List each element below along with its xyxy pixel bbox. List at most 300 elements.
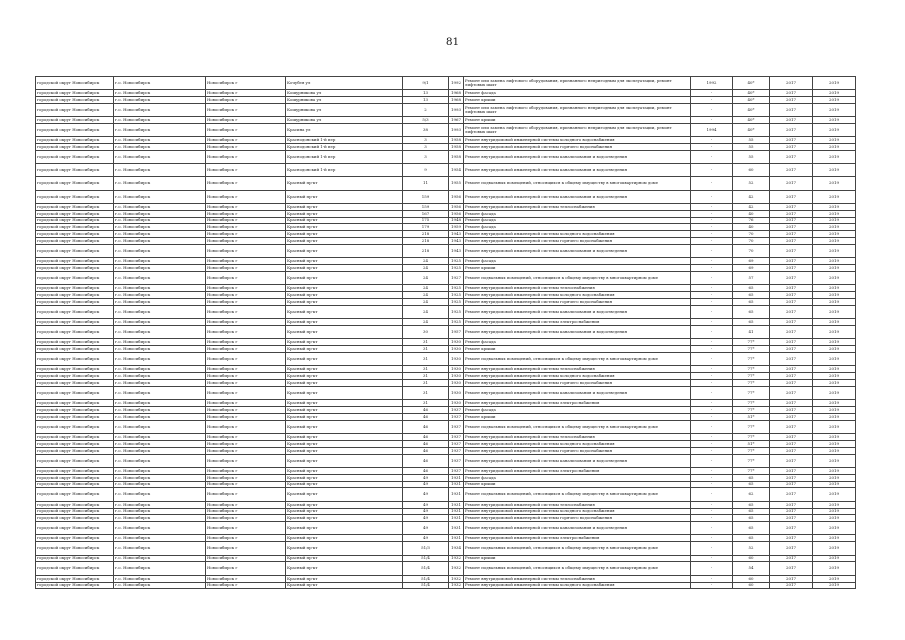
- work-type-cell: Ремонт внутридомовой инженерной системы электроснабжения: [464, 319, 691, 326]
- city-cell: Новосибирск г: [206, 515, 286, 522]
- lift-year-cell: -: [691, 535, 733, 542]
- work-type-cell: Ремонт внутридомовой инженерной системы канализования и водоотведения: [464, 326, 691, 339]
- end-year-cell: 2019: [813, 326, 856, 339]
- lift-year-cell: -: [691, 231, 733, 238]
- wear-percent-cell: 52: [733, 177, 770, 190]
- street-cell: Красный пр-кт: [286, 231, 403, 238]
- end-year-cell: 2019: [813, 203, 856, 210]
- start-year-cell: 2017: [770, 292, 813, 299]
- start-year-cell: 2017: [770, 151, 813, 164]
- municipality-cell: городской округ Новосибирск: [36, 77, 114, 90]
- start-year-cell: 2017: [770, 124, 813, 137]
- table-row: [36, 177, 856, 190]
- house-number-cell: 49: [403, 488, 449, 501]
- end-year-cell: 2019: [813, 555, 856, 562]
- work-type-cell: Ремонт фасада: [464, 210, 691, 217]
- end-year-cell: 2019: [813, 339, 856, 346]
- work-type-cell: Ремонт крыши: [464, 555, 691, 562]
- municipality-cell: городской округ Новосибирск: [36, 346, 114, 353]
- district-cell: г.о. Новосибирск: [114, 90, 206, 97]
- municipality-cell: городской округ Новосибирск: [36, 103, 114, 116]
- work-type-cell: Ремонт фасада: [464, 474, 691, 481]
- end-year-cell: 2019: [813, 582, 856, 589]
- end-year-cell: 2019: [813, 481, 856, 488]
- city-cell: Новосибирск г: [206, 292, 286, 299]
- build-year-cell: 1943: [449, 231, 464, 238]
- wear-percent-cell: 62: [733, 488, 770, 501]
- house-number-cell: 218: [403, 238, 449, 245]
- wear-percent-cell: 65: [733, 299, 770, 306]
- work-type-cell: Ремонт внутридомовой инженерной системы канализования и водоотведения: [464, 190, 691, 203]
- municipality-cell: городской округ Новосибирск: [36, 488, 114, 501]
- build-year-cell: 1958: [449, 137, 464, 144]
- lift-year-cell: -: [691, 299, 733, 306]
- district-cell: г.о. Новосибирск: [114, 346, 206, 353]
- wear-percent-cell: 60: [733, 555, 770, 562]
- work-type-cell: Ремонт внутридомовой инженерной системы холодного водоснабжения: [464, 582, 691, 589]
- street-cell: Красный пр-кт: [286, 326, 403, 339]
- wear-percent-cell: 40: [733, 224, 770, 231]
- start-year-cell: 2017: [770, 515, 813, 522]
- municipality-cell: городской округ Новосибирск: [36, 299, 114, 306]
- work-type-cell: Ремонт внутридомовой инженерной системы теплоснабжения: [464, 575, 691, 582]
- end-year-cell: 2019: [813, 90, 856, 97]
- district-cell: г.о. Новосибирск: [114, 400, 206, 407]
- district-cell: г.о. Новосибирск: [114, 137, 206, 144]
- work-type-cell: Ремонт крыши: [464, 97, 691, 104]
- wear-percent-cell: 65: [733, 285, 770, 292]
- build-year-cell: 1931: [449, 508, 464, 515]
- municipality-cell: городской округ Новосибирск: [36, 352, 114, 365]
- city-cell: Новосибирск г: [206, 326, 286, 339]
- wear-percent-cell: 40*: [733, 90, 770, 97]
- district-cell: г.о. Новосибирск: [114, 535, 206, 542]
- build-year-cell: 1956: [449, 190, 464, 203]
- house-number-cell: 24: [403, 258, 449, 265]
- city-cell: Новосибирск г: [206, 258, 286, 265]
- city-cell: Новосибирск г: [206, 379, 286, 386]
- build-year-cell: 1937: [449, 433, 464, 440]
- city-cell: Новосибирск г: [206, 575, 286, 582]
- district-cell: г.о. Новосибирск: [114, 406, 206, 413]
- table-row: [36, 137, 856, 144]
- table-row: [36, 90, 856, 97]
- work-type-cell: Ремонт внутридомовой инженерной системы электроснабжения: [464, 535, 691, 542]
- municipality-cell: городской округ Новосибирск: [36, 285, 114, 292]
- lift-year-cell: -: [691, 508, 733, 515]
- table-row: [36, 562, 856, 575]
- end-year-cell: 2019: [813, 433, 856, 440]
- table-row: [36, 190, 856, 203]
- house-number-cell: 24: [403, 305, 449, 318]
- work-type-cell: Ремонт фасада: [464, 90, 691, 97]
- lift-year-cell: -: [691, 542, 733, 555]
- table-row: [36, 386, 856, 399]
- end-year-cell: 2019: [813, 137, 856, 144]
- start-year-cell: 2017: [770, 542, 813, 555]
- start-year-cell: 2017: [770, 379, 813, 386]
- build-year-cell: 1993: [449, 124, 464, 137]
- start-year-cell: 2017: [770, 474, 813, 481]
- start-year-cell: 2017: [770, 258, 813, 265]
- work-type-cell: Ремонт или замена лифтового оборудования, признанного непригодным для эксплуатации, ремонт лифтовых шахт: [464, 103, 691, 116]
- district-cell: г.о. Новосибирск: [114, 224, 206, 231]
- end-year-cell: 2019: [813, 562, 856, 575]
- table-row: [36, 379, 856, 386]
- lift-year-cell: -: [691, 454, 733, 467]
- house-number-cell: 24: [403, 265, 449, 272]
- start-year-cell: 2017: [770, 535, 813, 542]
- start-year-cell: 2017: [770, 285, 813, 292]
- lift-year-cell: -: [691, 400, 733, 407]
- table-row: [36, 77, 856, 90]
- lift-year-cell: -: [691, 467, 733, 474]
- work-type-cell: Ремонт внутридомовой инженерной системы холодного водоснабжения: [464, 137, 691, 144]
- start-year-cell: 2017: [770, 224, 813, 231]
- municipality-cell: городской округ Новосибирск: [36, 238, 114, 245]
- lift-year-cell: -: [691, 319, 733, 326]
- street-cell: Красный пр-кт: [286, 299, 403, 306]
- lift-year-cell: -: [691, 245, 733, 258]
- house-number-cell: 24: [403, 319, 449, 326]
- end-year-cell: 2019: [813, 319, 856, 326]
- start-year-cell: 2017: [770, 508, 813, 515]
- lift-year-cell: -: [691, 413, 733, 420]
- start-year-cell: 2017: [770, 582, 813, 589]
- table-row: [36, 555, 856, 562]
- build-year-cell: 1930: [449, 346, 464, 353]
- lift-year-cell: -: [691, 265, 733, 272]
- wear-percent-cell: 77*: [733, 386, 770, 399]
- street-cell: Кошурникова ул: [286, 117, 403, 124]
- build-year-cell: 1937: [449, 440, 464, 447]
- start-year-cell: 2017: [770, 481, 813, 488]
- build-year-cell: 1955: [449, 177, 464, 190]
- lift-year-cell: -: [691, 575, 733, 582]
- lift-year-cell: -: [691, 515, 733, 522]
- municipality-cell: городской округ Новосибирск: [36, 433, 114, 440]
- build-year-cell: 1932: [449, 575, 464, 582]
- street-cell: Красный пр-кт: [286, 265, 403, 272]
- end-year-cell: 2019: [813, 177, 856, 190]
- district-cell: г.о. Новосибирск: [114, 231, 206, 238]
- work-type-cell: Ремонт внутридомовой инженерной системы канализования и водоотведения: [464, 245, 691, 258]
- start-year-cell: 2017: [770, 305, 813, 318]
- street-cell: Красный пр-кт: [286, 258, 403, 265]
- work-type-cell: Ремонт внутридомовой инженерной системы канализования и водоотведения: [464, 164, 691, 177]
- start-year-cell: 2017: [770, 137, 813, 144]
- start-year-cell: 2017: [770, 238, 813, 245]
- house-number-cell: 46: [403, 433, 449, 440]
- city-cell: Новосибирск г: [206, 433, 286, 440]
- district-cell: г.о. Новосибирск: [114, 474, 206, 481]
- street-cell: Краснодонский 1-й пер: [286, 164, 403, 177]
- start-year-cell: 2017: [770, 272, 813, 285]
- house-number-cell: 46: [403, 420, 449, 433]
- district-cell: г.о. Новосибирск: [114, 319, 206, 326]
- lift-year-cell: -: [691, 488, 733, 501]
- end-year-cell: 2019: [813, 501, 856, 508]
- wear-percent-cell: 77*: [733, 400, 770, 407]
- table-row: [36, 265, 856, 272]
- municipality-cell: городской округ Новосибирск: [36, 292, 114, 299]
- table-row: [36, 474, 856, 481]
- district-cell: г.о. Новосибирск: [114, 373, 206, 380]
- end-year-cell: 2019: [813, 515, 856, 522]
- city-cell: Новосибирск г: [206, 542, 286, 555]
- house-number-cell: 3: [403, 137, 449, 144]
- work-type-cell: Ремонт внутридомовой инженерной системы электроснабжения: [464, 467, 691, 474]
- work-type-cell: Ремонт фасада: [464, 406, 691, 413]
- work-type-cell: Ремонт крыши: [464, 481, 691, 488]
- work-type-cell: Ремонт внутридомовой инженерной системы холодного водоснабжения: [464, 231, 691, 238]
- end-year-cell: 2019: [813, 210, 856, 217]
- house-number-cell: 179: [403, 224, 449, 231]
- wear-percent-cell: 65: [733, 319, 770, 326]
- wear-percent-cell: 69: [733, 258, 770, 265]
- house-number-cell: 31: [403, 386, 449, 399]
- table-row: [36, 164, 856, 177]
- work-type-cell: Ремонт внутридомовой инженерной системы теплоснабжения: [464, 501, 691, 508]
- wear-percent-cell: 77*: [733, 454, 770, 467]
- city-cell: Новосибирск г: [206, 319, 286, 326]
- end-year-cell: 2019: [813, 164, 856, 177]
- wear-percent-cell: 54: [733, 562, 770, 575]
- district-cell: г.о. Новосибирск: [114, 440, 206, 447]
- district-cell: г.о. Новосибирск: [114, 433, 206, 440]
- district-cell: г.о. Новосибирск: [114, 238, 206, 245]
- municipality-cell: городской округ Новосибирск: [36, 379, 114, 386]
- work-type-cell: Ремонт внутридомовой инженерной системы канализования и водоотведения: [464, 305, 691, 318]
- house-number-cell: 51/4: [403, 555, 449, 562]
- table-row: [36, 103, 856, 116]
- work-type-cell: Ремонт или замена лифтового оборудования, признанного непригодным для эксплуатации, ремонт лифтовых шахт: [464, 124, 691, 137]
- wear-percent-cell: 57: [733, 272, 770, 285]
- street-cell: Красный пр-кт: [286, 217, 403, 224]
- district-cell: г.о. Новосибирск: [114, 305, 206, 318]
- table-row: [36, 151, 856, 164]
- city-cell: Новосибирск г: [206, 373, 286, 380]
- lift-year-cell: 1994: [691, 124, 733, 137]
- house-number-cell: 49: [403, 474, 449, 481]
- work-type-cell: Ремонт подвальных помещений, относящихся к общему имуществу в многоквартирном доме: [464, 488, 691, 501]
- table-row: [36, 144, 856, 151]
- table-row: [36, 400, 856, 407]
- end-year-cell: 2019: [813, 352, 856, 365]
- street-cell: Красный пр-кт: [286, 522, 403, 535]
- city-cell: Новосибирск г: [206, 103, 286, 116]
- build-year-cell: 1967: [449, 117, 464, 124]
- build-year-cell: 1956: [449, 203, 464, 210]
- municipality-cell: городской округ Новосибирск: [36, 272, 114, 285]
- wear-percent-cell: 69: [733, 265, 770, 272]
- start-year-cell: 2017: [770, 501, 813, 508]
- wear-percent-cell: 42: [733, 203, 770, 210]
- work-type-cell: Ремонт внутридомовой инженерной системы горячего водоснабжения: [464, 379, 691, 386]
- lift-year-cell: -: [691, 272, 733, 285]
- end-year-cell: 2019: [813, 285, 856, 292]
- table-row: [36, 508, 856, 515]
- work-type-cell: Ремонт внутридомовой инженерной системы теплоснабжения: [464, 366, 691, 373]
- street-cell: Красный пр-кт: [286, 305, 403, 318]
- wear-percent-cell: 77*: [733, 467, 770, 474]
- table-row: [36, 210, 856, 217]
- city-cell: Новосибирск г: [206, 508, 286, 515]
- street-cell: Красный пр-кт: [286, 177, 403, 190]
- lift-year-cell: -: [691, 258, 733, 265]
- table-row: [36, 522, 856, 535]
- district-cell: г.о. Новосибирск: [114, 413, 206, 420]
- end-year-cell: 2019: [813, 467, 856, 474]
- end-year-cell: 2019: [813, 366, 856, 373]
- table-row: [36, 440, 856, 447]
- city-cell: Новосибирск г: [206, 474, 286, 481]
- street-cell: Краснодонский 1-й пер: [286, 137, 403, 144]
- wear-percent-cell: 41: [733, 326, 770, 339]
- build-year-cell: 1932: [449, 555, 464, 562]
- table-row: [36, 124, 856, 137]
- build-year-cell: 1956: [449, 210, 464, 217]
- build-year-cell: 1948: [449, 217, 464, 224]
- city-cell: Новосибирск г: [206, 352, 286, 365]
- city-cell: Новосибирск г: [206, 488, 286, 501]
- lift-year-cell: -: [691, 305, 733, 318]
- district-cell: г.о. Новосибирск: [114, 203, 206, 210]
- city-cell: Новосибирск г: [206, 77, 286, 90]
- district-cell: г.о. Новосибирск: [114, 454, 206, 467]
- work-type-cell: Ремонт внутридомовой инженерной системы горячего водоснабжения: [464, 299, 691, 306]
- city-cell: Новосибирск г: [206, 386, 286, 399]
- table-row: [36, 258, 856, 265]
- city-cell: Новосибирск г: [206, 339, 286, 346]
- district-cell: г.о. Новосибирск: [114, 386, 206, 399]
- build-year-cell: 1958: [449, 144, 464, 151]
- municipality-cell: городской округ Новосибирск: [36, 562, 114, 575]
- district-cell: г.о. Новосибирск: [114, 299, 206, 306]
- end-year-cell: 2019: [813, 522, 856, 535]
- street-cell: Красный пр-кт: [286, 224, 403, 231]
- city-cell: Новосибирск г: [206, 522, 286, 535]
- end-year-cell: 2019: [813, 379, 856, 386]
- table-row: [36, 117, 856, 124]
- build-year-cell: 1931: [449, 515, 464, 522]
- table-row: [36, 406, 856, 413]
- house-number-cell: 175: [403, 217, 449, 224]
- district-cell: г.о. Новосибирск: [114, 352, 206, 365]
- lift-year-cell: -: [691, 366, 733, 373]
- start-year-cell: 2017: [770, 97, 813, 104]
- build-year-cell: 1930: [449, 379, 464, 386]
- end-year-cell: 2019: [813, 373, 856, 380]
- start-year-cell: 2017: [770, 454, 813, 467]
- city-cell: Новосибирск г: [206, 231, 286, 238]
- house-number-cell: 218: [403, 245, 449, 258]
- city-cell: Новосибирск г: [206, 299, 286, 306]
- wear-percent-cell: 65: [733, 292, 770, 299]
- table-row: [36, 413, 856, 420]
- start-year-cell: 2017: [770, 352, 813, 365]
- table-row: [36, 292, 856, 299]
- work-type-cell: Ремонт внутридомовой инженерной системы холодного водоснабжения: [464, 440, 691, 447]
- wear-percent-cell: 77*: [733, 420, 770, 433]
- wear-percent-cell: 40*: [733, 97, 770, 104]
- table-row: [36, 97, 856, 104]
- lift-year-cell: -: [691, 144, 733, 151]
- municipality-cell: городской округ Новосибирск: [36, 582, 114, 589]
- district-cell: г.о. Новосибирск: [114, 285, 206, 292]
- house-number-cell: 9: [403, 164, 449, 177]
- house-number-cell: 46: [403, 467, 449, 474]
- wear-percent-cell: 70: [733, 238, 770, 245]
- house-number-cell: 31: [403, 379, 449, 386]
- start-year-cell: 2017: [770, 117, 813, 124]
- wear-percent-cell: 40*: [733, 103, 770, 116]
- municipality-cell: городской округ Новосибирск: [36, 177, 114, 190]
- city-cell: Новосибирск г: [206, 535, 286, 542]
- end-year-cell: 2019: [813, 224, 856, 231]
- city-cell: Новосибирск г: [206, 555, 286, 562]
- end-year-cell: 2019: [813, 474, 856, 481]
- table-row: [36, 319, 856, 326]
- build-year-cell: 1925: [449, 285, 464, 292]
- district-cell: г.о. Новосибирск: [114, 555, 206, 562]
- district-cell: г.о. Новосибирск: [114, 582, 206, 589]
- city-cell: Новосибирск г: [206, 164, 286, 177]
- work-type-cell: Ремонт фасада: [464, 217, 691, 224]
- street-cell: Красный пр-кт: [286, 508, 403, 515]
- street-cell: Красный пр-кт: [286, 474, 403, 481]
- wear-percent-cell: 60: [733, 582, 770, 589]
- district-cell: г.о. Новосибирск: [114, 164, 206, 177]
- end-year-cell: 2019: [813, 265, 856, 272]
- district-cell: г.о. Новосибирск: [114, 292, 206, 299]
- lift-year-cell: -: [691, 164, 733, 177]
- municipality-cell: городской округ Новосибирск: [36, 164, 114, 177]
- street-cell: Красный пр-кт: [286, 447, 403, 454]
- start-year-cell: 2017: [770, 522, 813, 535]
- street-cell: Красный пр-кт: [286, 488, 403, 501]
- municipality-cell: городской округ Новосибирск: [36, 217, 114, 224]
- street-cell: Красный пр-кт: [286, 386, 403, 399]
- district-cell: г.о. Новосибирск: [114, 481, 206, 488]
- city-cell: Новосибирск г: [206, 97, 286, 104]
- start-year-cell: 2017: [770, 326, 813, 339]
- table-row: [36, 352, 856, 365]
- district-cell: г.о. Новосибирск: [114, 379, 206, 386]
- street-cell: Красный пр-кт: [286, 413, 403, 420]
- wear-percent-cell: 65: [733, 535, 770, 542]
- house-number-cell: 38: [403, 124, 449, 137]
- build-year-cell: 1931: [449, 501, 464, 508]
- build-year-cell: 1957: [449, 326, 464, 339]
- build-year-cell: 1930: [449, 352, 464, 365]
- lift-year-cell: -: [691, 562, 733, 575]
- table-body: [36, 77, 856, 589]
- lift-year-cell: -: [691, 90, 733, 97]
- lift-year-cell: -: [691, 447, 733, 454]
- house-number-cell: 51/4: [403, 575, 449, 582]
- build-year-cell: 1934: [449, 542, 464, 555]
- build-year-cell: 1932: [449, 562, 464, 575]
- end-year-cell: 2019: [813, 238, 856, 245]
- municipality-cell: городской округ Новосибирск: [36, 144, 114, 151]
- lift-year-cell: -: [691, 151, 733, 164]
- district-cell: г.о. Новосибирск: [114, 575, 206, 582]
- work-type-cell: Ремонт подвальных помещений, относящихся к общему имуществу в многоквартирном доме: [464, 420, 691, 433]
- district-cell: г.о. Новосибирск: [114, 144, 206, 151]
- wear-percent-cell: 65: [733, 474, 770, 481]
- end-year-cell: 2019: [813, 447, 856, 454]
